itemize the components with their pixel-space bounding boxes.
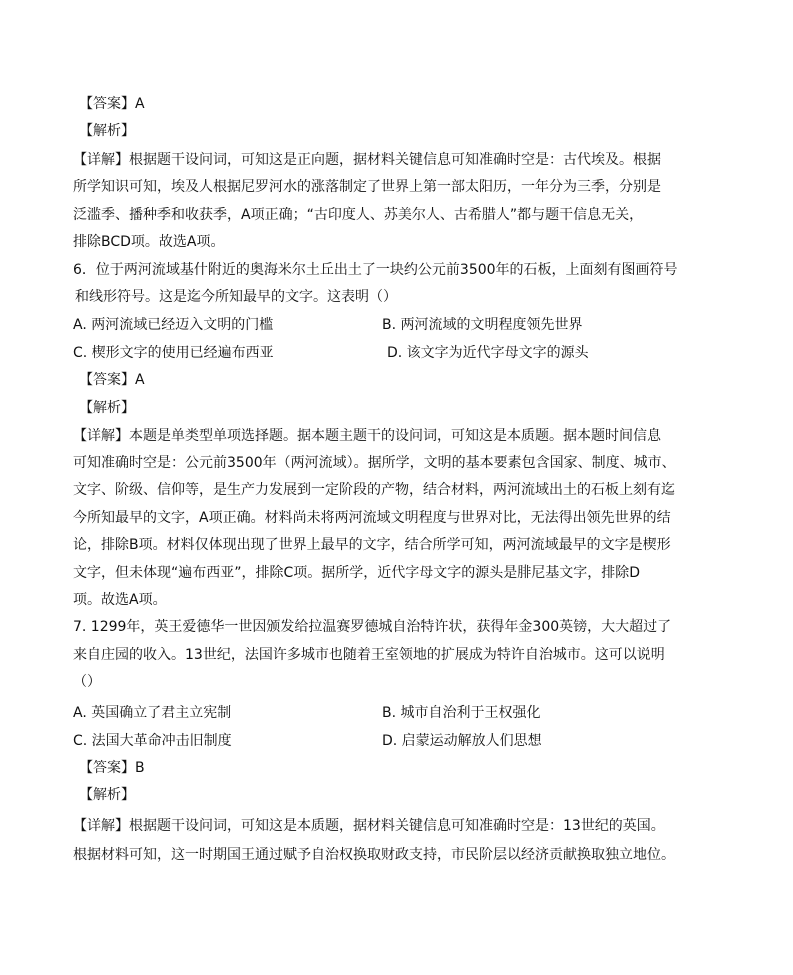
- analysis-label: 【解析】: [79, 787, 135, 803]
- detail-tag: 【详解】: [73, 152, 129, 168]
- question-6-option-d[interactable]: D. 该文字为近代字母文字的源头: [387, 345, 589, 361]
- detail-paragraph: [73, 816, 665, 836]
- detail-paragraph: [73, 150, 661, 170]
- question-7-stem-line: （）: [73, 674, 101, 690]
- detail-text: 根据题干设问词，可知这是本质题，据材料关键信息可知准确时空是：13世纪的英国。: [129, 818, 665, 834]
- detail-tag: 【详解】: [73, 428, 129, 444]
- detail-text: 本题是单类型单项选择题。据本题主题干的设问词，可知这是本质题。据本题时间信息: [129, 428, 661, 444]
- detail-line: 今所知最早的文字，A项正确。材料尚未将两河流域文明程度与世界对比，无法得出领先世界的结: [73, 510, 671, 526]
- detail-line: 文字、阶级、信仰等，是生产力发展到一定阶段的产物，结合材料，两河流域出土的石板上刻有迄: [73, 482, 675, 498]
- detail-text: 根据题干设问词，可知这是正向题，据材料关键信息可知准确时空是：古代埃及。根据: [129, 152, 661, 168]
- detail-line: 文字，但未体现“遍布西亚”，排除C项。据所学，近代字母文字的源头是腓尼基文字，排除D: [73, 565, 641, 581]
- detail-tag: 【详解】: [73, 818, 129, 834]
- question-7-option-d[interactable]: D. 启蒙运动解放人们思想: [382, 733, 542, 749]
- question-6-option-b[interactable]: B. 两河流域的文明程度领先世界: [382, 317, 583, 333]
- analysis-label: 【解析】: [79, 123, 135, 139]
- detail-paragraph: [73, 426, 661, 446]
- answer-label: 【答案】A: [79, 372, 145, 388]
- question-6-option-c[interactable]: C. 楔形文字的使用已经遍布西亚: [73, 345, 274, 361]
- question-7-stem: 7. 1299年，英王爱德华一世因颁发给拉温赛罗德城自治特许状，获得年金300英镑，大大超过了: [73, 619, 672, 635]
- detail-line: 论，排除B项。材料仅体现出现了世界上最早的文字，结合所学可知，两河流域最早的文字是楔形: [73, 537, 671, 553]
- question-7-option-a[interactable]: A. 英国确立了君主立宪制: [73, 705, 232, 721]
- answer-label: 【答案】A: [79, 96, 145, 112]
- analysis-label: 【解析】: [79, 400, 135, 416]
- detail-line: 可知准确时空是：公元前3500年（两河流域）。据所学，文明的基本要素包含国家、制度、城市、: [73, 455, 676, 471]
- question-6-option-a[interactable]: A. 两河流域已经迈入文明的门槛: [73, 317, 274, 333]
- question-6-stem: 6．位于两河流域基什附近的奥海米尔土丘出土了一块约公元前3500年的石板，上面刻有图画符号: [73, 262, 678, 278]
- answer-label: 【答案】B: [79, 760, 145, 776]
- detail-line: 所学知识可知，埃及人根据尼罗河水的涨落制定了世界上第一部太阳历，一年分为三季，分别是: [73, 179, 661, 195]
- detail-line: 排除BCD项。故选A项。: [73, 234, 225, 250]
- question-7-option-b[interactable]: B. 城市自治利于王权强化: [382, 705, 541, 721]
- detail-line: 根据材料可知，这一时期国王通过赋予自治权换取财政支持，市民阶层以经济贡献换取独立地位。: [73, 847, 675, 863]
- question-7-option-c[interactable]: C. 法国大革命冲击旧制度: [73, 733, 232, 749]
- detail-line: 项。故选A项。: [73, 592, 167, 608]
- question-6-stem-line: 和线形符号。这是迄今所知最早的文字。这表明（）: [75, 289, 397, 305]
- detail-line: 泛滥季、播种季和收获季，A项正确；“古印度人、苏美尔人、古希腊人”都与题干信息无关，: [73, 207, 644, 223]
- question-7-stem-line: 来自庄园的收入。13世纪，法国许多城市也随着王室领地的扩展成为特许自治城市。这可以说明: [73, 647, 665, 663]
